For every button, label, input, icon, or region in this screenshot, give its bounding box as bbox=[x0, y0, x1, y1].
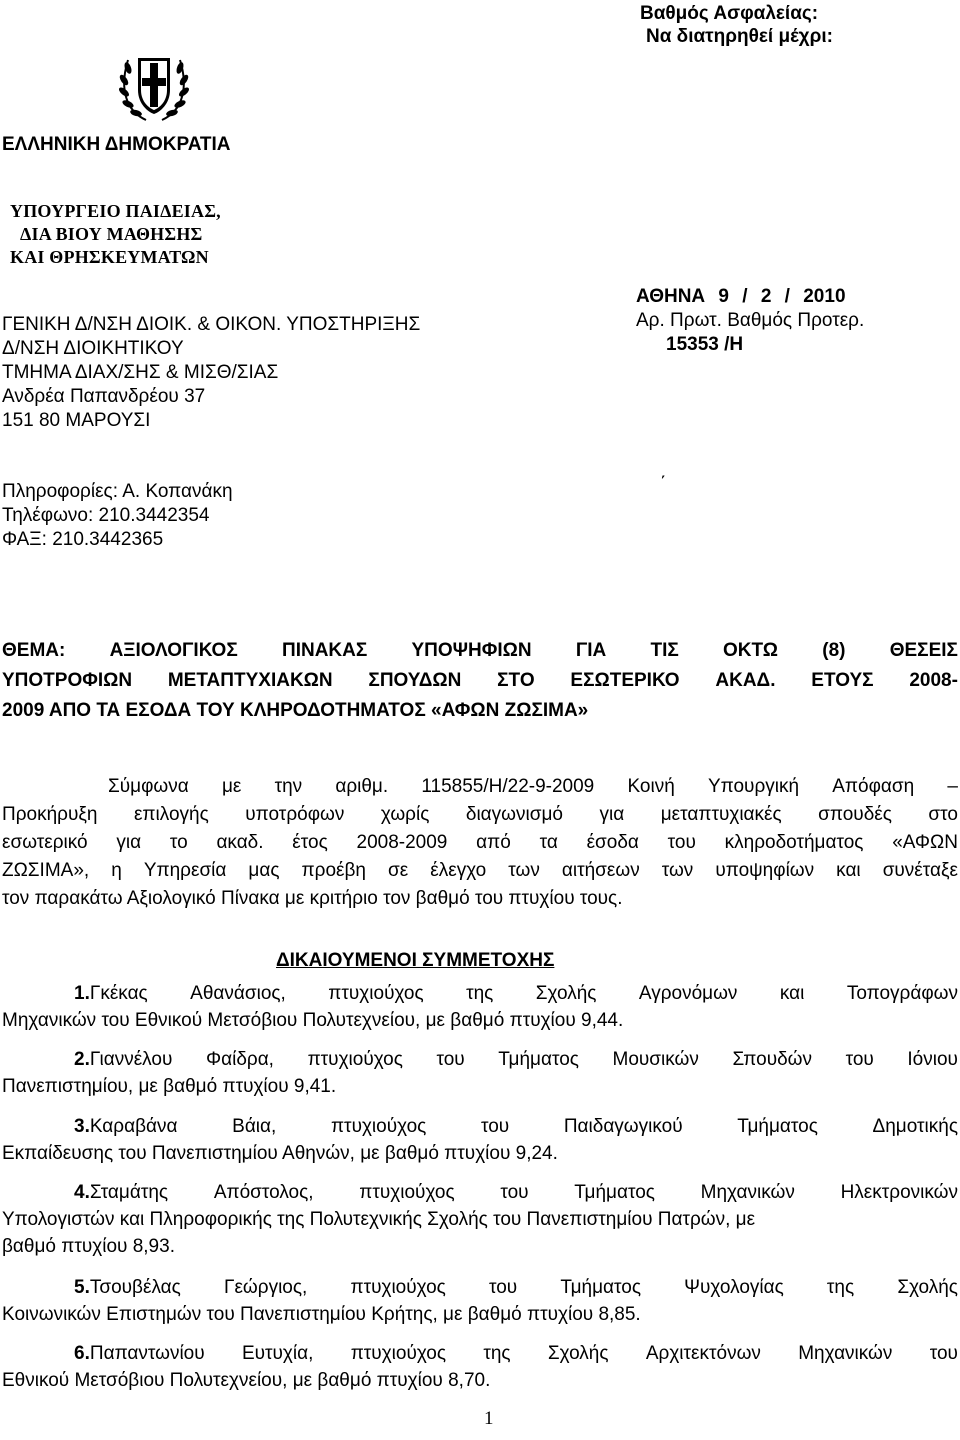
intro-line bbox=[2, 773, 958, 801]
word: του bbox=[929, 1343, 958, 1364]
word: ΑΞΙΟΛΟΓΙΚΟΣ bbox=[109, 640, 238, 661]
word: ΣΤΟ bbox=[497, 670, 535, 691]
intro-line bbox=[2, 801, 958, 829]
word: Μηχανικών bbox=[798, 1343, 893, 1364]
word: Σύμφωνα bbox=[108, 776, 189, 797]
candidate-detail-line: βαθμό πτυχίου 8,93. bbox=[2, 1236, 175, 1257]
intro-line bbox=[2, 857, 958, 885]
protocol-label: Αρ. Πρωτ. Βαθμός Προτερ. bbox=[636, 310, 865, 331]
ministry-line: ΥΠΟΥΡΓΕΙΟ ΠΑΙΔΕΙΑΣ, bbox=[10, 201, 221, 221]
word: του bbox=[480, 1116, 510, 1137]
ministry-name bbox=[10, 200, 221, 269]
word: και bbox=[779, 983, 805, 1004]
word: Γεώργιος, bbox=[224, 1277, 308, 1298]
word: ΕΤΟΥΣ bbox=[811, 670, 874, 691]
sender-block bbox=[2, 313, 420, 433]
candidate-entry bbox=[2, 980, 958, 1034]
word: ΤΙΣ bbox=[650, 640, 679, 661]
word: αιτήσεων bbox=[561, 860, 640, 881]
sender-department: ΤΜΗΜΑ ΔΙΑΧ/ΣΗΣ & ΜΙΣΘ/ΣΙΑΣ bbox=[2, 362, 279, 383]
word: πτυχιούχος bbox=[307, 1049, 403, 1070]
word: για bbox=[116, 832, 142, 853]
word: ΖΩΣΙΜΑ», bbox=[2, 860, 90, 881]
greek-coat-of-arms-icon bbox=[116, 50, 192, 124]
word: Σχολής bbox=[535, 983, 597, 1004]
word: – bbox=[947, 776, 958, 797]
republic-title: ΕΛΛΗΝΙΚΗ ΔΗΜΟΚΡΑΤΙΑ bbox=[2, 134, 231, 155]
sender-city: 151 80 ΜΑΡΟΥΣΙ bbox=[2, 410, 151, 431]
word: Απόστολος, bbox=[213, 1182, 314, 1203]
contact-fax: ΦΑΞ: 210.3442365 bbox=[2, 529, 164, 550]
word: Τοπογράφων bbox=[846, 983, 958, 1004]
word: το bbox=[169, 832, 188, 853]
candidate-first-line bbox=[2, 1179, 958, 1206]
word: Τμήματος bbox=[574, 1182, 655, 1203]
word: ΜΕΤΑΠΤΥΧΙΑΚΩΝ bbox=[167, 670, 333, 691]
candidate-rank: 6. bbox=[74, 1343, 90, 1364]
word: Μουσικών bbox=[612, 1049, 699, 1070]
candidate-rank: 2. bbox=[74, 1049, 90, 1070]
word: ΟΚΤΩ bbox=[723, 640, 779, 661]
word: Αγρονόμων bbox=[638, 983, 738, 1004]
candidate-entry bbox=[2, 1113, 958, 1167]
date-protocol-block bbox=[636, 285, 864, 357]
word: μεταπτυχιακές bbox=[660, 804, 782, 825]
word: των bbox=[508, 860, 540, 881]
word: πτυχιούχος bbox=[350, 1343, 447, 1364]
protocol-number: 15353 /Η bbox=[666, 334, 744, 355]
word: (8) bbox=[822, 640, 846, 661]
intro-paragraph bbox=[2, 773, 958, 913]
candidate-first-line bbox=[2, 980, 958, 1007]
sender-directorate: Δ/ΝΣΗ ΔΙΟΙΚΗΤΙΚΟΥ bbox=[2, 338, 184, 359]
word: και bbox=[836, 860, 861, 881]
contact-person: Πληροφορίες: Α. Κοπανάκη bbox=[2, 481, 233, 502]
word: ΘΕΣΕΙΣ bbox=[889, 640, 958, 661]
word: υποψηφίων bbox=[715, 860, 815, 881]
candidate-name: 2.Γιαννέλου bbox=[74, 1049, 173, 1070]
word: Ψυχολογίας bbox=[684, 1277, 784, 1298]
word: ΠΙΝΑΚΑΣ bbox=[281, 640, 368, 661]
security-level-label: Βαθμός Ασφαλείας: bbox=[640, 3, 819, 24]
word: του bbox=[500, 1182, 529, 1203]
word: χωρίς bbox=[380, 804, 430, 825]
retain-until-label: Να διατηρηθεί μέχρι: bbox=[646, 26, 833, 47]
word: Βάια, bbox=[232, 1116, 277, 1137]
eligible-heading: ΔΙΚΑΙΟΥΜΕΝΟΙ ΣΥΜΜΕΤΟΧΗΣ bbox=[276, 950, 555, 971]
word: διαγωνισμό bbox=[465, 804, 563, 825]
word: 2008- bbox=[909, 670, 958, 691]
word: Απόφαση bbox=[832, 776, 915, 797]
candidate-rank: 3. bbox=[74, 1116, 90, 1137]
word: σπουδές bbox=[818, 804, 892, 825]
candidate-first-line bbox=[2, 1113, 958, 1140]
word: ΥΠΟΤΡΟΦΙΩΝ bbox=[2, 670, 133, 691]
candidate-first-line bbox=[2, 1274, 958, 1301]
word: σε bbox=[388, 860, 409, 881]
word: στο bbox=[928, 804, 958, 825]
word: «ΑΦΩΝ bbox=[892, 832, 958, 853]
candidate-name: 6.Παπαντωνίου bbox=[74, 1343, 205, 1364]
word: του bbox=[436, 1049, 465, 1070]
candidate-name: 3.Καραβάνα bbox=[74, 1116, 178, 1137]
word: ΑΚΑΔ. bbox=[715, 670, 776, 691]
word: συνέταξε bbox=[882, 860, 958, 881]
intro-line: τον παρακάτω Αξιολογικό Πίνακα με κριτήριο τον βαθμό του πτυχίου τους. bbox=[2, 888, 623, 909]
word: ΘΕΜΑ: bbox=[2, 640, 66, 661]
word: η bbox=[111, 860, 122, 881]
word: της bbox=[483, 1343, 511, 1364]
candidate-detail-line: Εκπαίδευσης του Πανεπιστημίου Αθηνών, με βαθμό πτυχίου 9,24. bbox=[2, 1143, 558, 1164]
word: πτυχιούχος bbox=[328, 983, 424, 1004]
candidate-entry bbox=[2, 1179, 958, 1260]
word: την bbox=[274, 776, 303, 797]
candidate-name: 5.Τσουβέλας bbox=[74, 1277, 181, 1298]
word: Παιδαγωγικού bbox=[563, 1116, 683, 1137]
word: ΥΠΟΨΗΦΙΩΝ bbox=[411, 640, 532, 661]
word: Δημοτικής bbox=[872, 1116, 958, 1137]
candidate-detail-line: Υπολογιστών και Πληροφορικής της Πολυτεχνικής Σχολής του Πανεπιστημίου Πατρών, με bbox=[2, 1209, 756, 1230]
candidate-detail-line: Κοινωνικών Επιστημών του Πανεπιστημίου Κρήτης, με βαθμό πτυχίου 8,85. bbox=[2, 1304, 641, 1325]
subject-line bbox=[2, 666, 958, 696]
word: υποτρόφων bbox=[245, 804, 345, 825]
contact-phone: Τηλέφωνο: 210.3442354 bbox=[2, 505, 210, 526]
word: Υπηρεσία bbox=[143, 860, 227, 881]
word: πτυχιούχος bbox=[330, 1116, 427, 1137]
word: ΕΣΩΤΕΡΙΚΟ bbox=[570, 670, 680, 691]
subject-line bbox=[2, 636, 958, 666]
word: της bbox=[826, 1277, 855, 1298]
word: Αρχιτεκτόνων bbox=[645, 1343, 761, 1364]
sender-address: Ανδρέα Παπανδρέου 37 bbox=[2, 386, 206, 407]
page-number: 1 bbox=[484, 1408, 494, 1429]
word: Τμήματος bbox=[560, 1277, 641, 1298]
subject-line: 2009 ΑΠΟ ΤΑ ΕΣΟΔΑ ΤΟΥ ΚΛΗΡΟΔΟΤΗΜΑΤΟΣ «ΑΦΩΝ ΖΩΣΙΜΑ» bbox=[2, 700, 589, 721]
candidate-detail-line: Εθνικού Μετσόβιου Πολυτεχνείου, με βαθμό πτυχίου 8,70. bbox=[2, 1370, 491, 1391]
word: πτυχιούχος bbox=[350, 1277, 446, 1298]
candidate-detail-line: Πανεπιστημίου, με βαθμό πτυχίου 9,41. bbox=[2, 1076, 337, 1097]
word: Αθανάσιος, bbox=[190, 983, 286, 1004]
candidate-rank: 5. bbox=[74, 1277, 90, 1298]
contact-block bbox=[2, 480, 233, 552]
word: των bbox=[661, 860, 694, 881]
word: αριθμ. bbox=[335, 776, 389, 797]
word: για bbox=[599, 804, 625, 825]
word: Τμήματος bbox=[498, 1049, 579, 1070]
candidate-first-line bbox=[2, 1340, 958, 1367]
candidate-rank: 1. bbox=[74, 983, 90, 1004]
word: 2008-2009 bbox=[356, 832, 448, 853]
word: Ηλεκτρονικών bbox=[840, 1182, 958, 1203]
classification-block bbox=[640, 2, 833, 48]
word: ΣΠΟΥΔΩΝ bbox=[368, 670, 462, 691]
word: επιλογής bbox=[133, 804, 209, 825]
word: έτος bbox=[292, 832, 328, 853]
candidate-name: 4.Σταμάτης bbox=[74, 1182, 169, 1203]
word: Κοινή bbox=[627, 776, 675, 797]
word: Σχολής bbox=[897, 1277, 958, 1298]
word: 115855/Η/22-9-2009 bbox=[421, 776, 595, 797]
ministry-line: ΚΑΙ ΘΡΗΣΚΕΥΜΑΤΩΝ bbox=[10, 247, 209, 267]
word: έσοδα bbox=[586, 832, 639, 853]
word: με bbox=[221, 776, 242, 797]
word: έλεγχο bbox=[430, 860, 487, 881]
word: της bbox=[466, 983, 494, 1004]
sender-general-directorate: ΓΕΝΙΚΗ Δ/ΝΣΗ ΔΙΟΙΚ. & ΟΙΚΟΝ. ΥΠΟΣΤΗΡΙΞΗΣ bbox=[2, 314, 421, 335]
candidate-detail-line: Μηχανικών του Εθνικού Μετσόβιου Πολυτεχνείου, με βαθμό πτυχίου 9,44. bbox=[2, 1010, 624, 1031]
document-subject bbox=[2, 636, 958, 726]
word: Ιόνιου bbox=[907, 1049, 958, 1070]
word: του bbox=[845, 1049, 874, 1070]
word: ΓΙΑ bbox=[575, 640, 607, 661]
word: Μηχανικών bbox=[700, 1182, 795, 1203]
candidate-entry bbox=[2, 1046, 958, 1100]
word: ακαδ. bbox=[216, 832, 264, 853]
word: Υπουργική bbox=[707, 776, 800, 797]
word: τα bbox=[539, 832, 558, 853]
word: εσωτερικό bbox=[2, 832, 88, 853]
intro-line bbox=[2, 829, 958, 857]
candidate-entry bbox=[2, 1274, 958, 1328]
word: Προκήρυξη bbox=[2, 804, 98, 825]
candidate-rank: 4. bbox=[74, 1182, 90, 1203]
ministry-line: ΔΙΑ ΒΙΟΥ ΜΑΘΗΣΗΣ bbox=[20, 224, 203, 244]
word: προέβη bbox=[301, 860, 366, 881]
candidate-first-line bbox=[2, 1046, 958, 1073]
word: Φαίδρα, bbox=[205, 1049, 274, 1070]
word: Τμήματος bbox=[737, 1116, 818, 1137]
word: από bbox=[476, 832, 511, 853]
stray-accent-mark: ΄ bbox=[660, 474, 667, 495]
candidate-entry bbox=[2, 1340, 958, 1394]
candidate-name: 1.Γκέκας bbox=[74, 983, 148, 1004]
word: μας bbox=[248, 860, 280, 881]
word: πτυχιούχος bbox=[359, 1182, 455, 1203]
word: του bbox=[489, 1277, 518, 1298]
document-date: ΑΘΗΝΑ 9 / 2 / 2010 bbox=[636, 286, 846, 307]
word: κληροδοτήματος bbox=[724, 832, 864, 853]
word: του bbox=[667, 832, 696, 853]
word: Ευτυχία, bbox=[241, 1343, 314, 1364]
word: Σχολής bbox=[547, 1343, 609, 1364]
word: Σπουδών bbox=[732, 1049, 812, 1070]
